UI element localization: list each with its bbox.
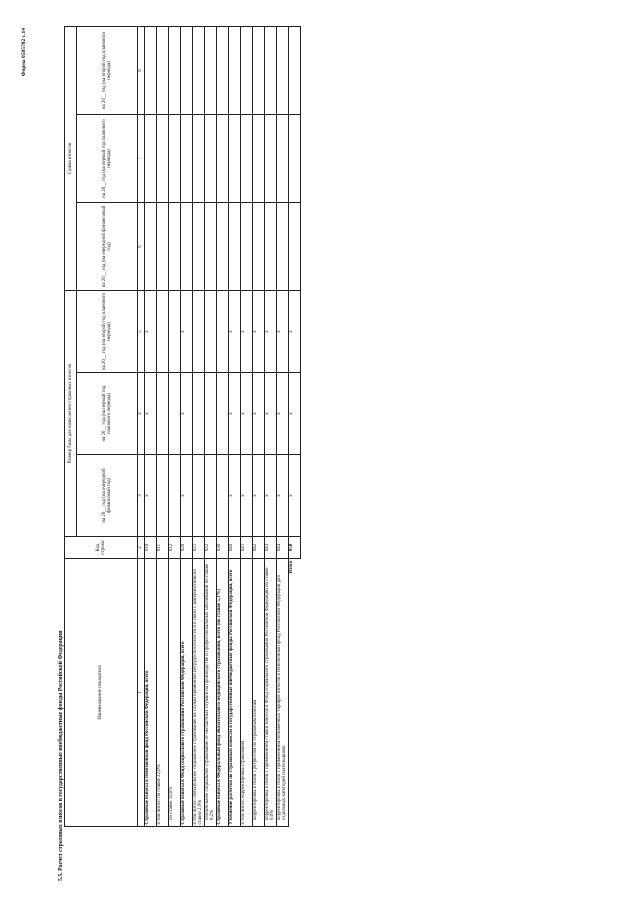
base-value-cell: x [229, 455, 241, 537]
row-code: 020 [181, 537, 193, 559]
base-value-cell [157, 373, 169, 455]
table-row [253, 26, 265, 826]
base-value-cell [193, 455, 205, 537]
base-value-cell [205, 373, 217, 455]
base-value-cell: x [229, 290, 241, 372]
header-base-group: Размер базы для начисления страховых взносов [65, 290, 77, 536]
col-num: 4 [138, 373, 145, 455]
sum-value-cell [277, 202, 289, 290]
sum-value-cell [205, 202, 217, 290]
header-sum-group: Сумма взносов [65, 26, 77, 290]
row-name: Итого [289, 560, 294, 574]
base-value-cell: x [181, 455, 193, 537]
row-code: 043 [265, 537, 277, 559]
row-code: 044 [277, 537, 289, 559]
table-row [265, 26, 277, 826]
header-sum-y3: на 20__ год (на второй год планового периода) [77, 26, 138, 114]
sum-value-cell [145, 114, 157, 202]
sum-value-cell [289, 202, 301, 290]
row-code: 040 [229, 537, 241, 559]
row-name: корректировка в связи с регрессом по страховым взносам [253, 559, 265, 827]
sum-value-cell [277, 114, 289, 202]
row-name: обязательное социальное страхование от несчастных случаев на производстве и профессиональных заболеваний по ставке 0,2% [205, 559, 217, 827]
base-value-cell: x [277, 455, 289, 537]
sum-value-cell [253, 114, 265, 202]
sum-value-cell [205, 114, 217, 202]
sum-value-cell [277, 26, 289, 114]
base-value-cell: x [181, 290, 193, 372]
base-value-cell [157, 290, 169, 372]
sum-value-cell [265, 202, 277, 290]
sum-value-cell [181, 26, 193, 114]
row-name: Уточнение расчетов по страховым взносам в государственные внебюджетные фонды Российской Федерации, всего [229, 559, 241, 827]
sum-value-cell [169, 202, 181, 290]
col-num: 8 [138, 26, 145, 114]
row-name: в том числе: по ставке 22,0% [157, 559, 169, 827]
base-value-cell: x [241, 373, 253, 455]
sum-value-cell [169, 26, 181, 114]
sum-value-cell [217, 202, 229, 290]
col-num: 5 [138, 290, 145, 372]
col-num: 2 [138, 537, 145, 559]
base-value-cell: x [241, 290, 253, 372]
table-row [181, 26, 193, 826]
base-value-cell: x [229, 373, 241, 455]
row-code: 011 [157, 537, 169, 559]
sum-value-cell [157, 202, 169, 290]
sum-value-cell [193, 26, 205, 114]
base-value-cell [217, 373, 229, 455]
column-number-row [138, 26, 145, 826]
col-num: 7 [138, 114, 145, 202]
base-value-cell: x [289, 373, 301, 455]
row-name: Страховые взносы в Фонд социального страхования Российской Федерации, всего [181, 559, 193, 827]
base-value-cell [217, 455, 229, 537]
table-row [145, 26, 157, 826]
sum-value-cell [157, 26, 169, 114]
sum-value-cell [229, 202, 241, 290]
sum-value-cell [229, 114, 241, 202]
sum-value-cell [193, 114, 205, 202]
base-value-cell [217, 290, 229, 372]
sum-value-cell [253, 202, 265, 290]
base-value-cell [157, 455, 169, 537]
sum-value-cell [241, 114, 253, 202]
base-value-cell [169, 455, 181, 537]
base-value-cell: x [277, 373, 289, 455]
base-value-cell [205, 455, 217, 537]
table-row [193, 26, 205, 826]
table-row [229, 26, 241, 826]
sum-value-cell [157, 114, 169, 202]
table-body [145, 26, 301, 826]
header-sum-y1: на 20__ год (на очередной финансовый год) [77, 202, 138, 290]
base-value-cell: x [181, 373, 193, 455]
base-value-cell: x [253, 455, 265, 537]
sum-value-cell [229, 26, 241, 114]
sum-value-cell [265, 26, 277, 114]
sum-value-cell [253, 26, 265, 114]
row-name: корректировка в связи с применением пониженных тарифов взносов в Пенсионный фонд Российской Федерации для отдельных категорий плательщиков [277, 559, 289, 827]
base-value-cell: x [145, 290, 157, 372]
row-code: 050 [289, 537, 301, 559]
base-value-cell [193, 373, 205, 455]
col-num: 1 [138, 559, 145, 827]
base-value-cell: x [241, 455, 253, 537]
col-num: 3 [138, 455, 145, 537]
sum-value-cell [241, 202, 253, 290]
sum-value-cell [181, 202, 193, 290]
document-title: 5.5. Расчет страховых взносов в государственные внебюджетные фонды Российской Федерации [58, 630, 64, 881]
base-value-cell [169, 290, 181, 372]
row-code: 030 [217, 537, 229, 559]
row-code: 022 [205, 537, 217, 559]
total-row [289, 26, 301, 826]
base-value-cell: x [253, 290, 265, 372]
sum-value-cell [217, 26, 229, 114]
table-row [277, 26, 289, 826]
table-row [217, 26, 229, 826]
base-value-cell: x [265, 290, 277, 372]
base-value-cell: x [265, 373, 277, 455]
insurance-table [64, 26, 301, 827]
header-sum-y2: на 20__ год (на первый год планового периода) [77, 114, 138, 202]
base-value-cell [193, 290, 205, 372]
row-code: 021 [193, 537, 205, 559]
sum-value-cell [193, 202, 205, 290]
base-value-cell: x [145, 373, 157, 455]
header-base-y2: на 20__ год (на первый год планового периода) [77, 373, 138, 455]
row-code: 012 [169, 537, 181, 559]
row-name: по ставке 10,0% [169, 559, 181, 827]
row-name: в том числе: корректировка страхования [241, 559, 253, 827]
sum-value-cell [145, 202, 157, 290]
header-name: Наименование показателя [65, 559, 138, 827]
header-code: Код строки [65, 537, 138, 559]
table-row [241, 26, 253, 826]
sum-value-cell [145, 26, 157, 114]
row-name: Страховые взносы в Федеральный фонд обязательного медицинского страхования, всего (по ставке 5,1%) [217, 559, 229, 827]
row-name: в том числе: обязательное социальное страхование на случай временной нетрудоспособности и в связи с материнством по ставке 2,9% [193, 559, 205, 827]
table-row [205, 26, 217, 826]
sum-value-cell [217, 114, 229, 202]
sum-value-cell [181, 114, 193, 202]
header-base-y1: на 20__ год (на очередной финансовый год) [77, 455, 138, 537]
base-value-cell: x [289, 290, 301, 372]
base-value-cell: x [253, 373, 265, 455]
sum-value-cell [289, 26, 301, 114]
row-code: 042 [253, 537, 265, 559]
base-value-cell [169, 373, 181, 455]
header-base-y3: на 20__ год (на второй год планового периода) [77, 290, 138, 372]
row-code: 041 [241, 537, 253, 559]
table-row [157, 26, 169, 826]
sum-value-cell [241, 26, 253, 114]
row-code: 010 [145, 537, 157, 559]
sum-value-cell [289, 114, 301, 202]
table-row [169, 26, 181, 826]
sum-value-cell [169, 114, 181, 202]
base-value-cell: x [289, 455, 301, 537]
base-value-cell: x [145, 455, 157, 537]
form-code: Форма 0505702 с.14 [21, 28, 27, 77]
col-num: 6 [138, 202, 145, 290]
row-name: Страховые взносы в Пенсионный фонд Российской Федерации, всего [145, 559, 157, 827]
base-value-cell: x [277, 290, 289, 372]
sum-value-cell [205, 26, 217, 114]
sum-value-cell [265, 114, 277, 202]
base-value-cell [205, 290, 217, 372]
base-value-cell: x [265, 455, 277, 537]
row-name: корректировка в связи с применением ставки взносов в Фонд социального страхования Российской Федерации по ставке 0,0% [265, 559, 277, 827]
